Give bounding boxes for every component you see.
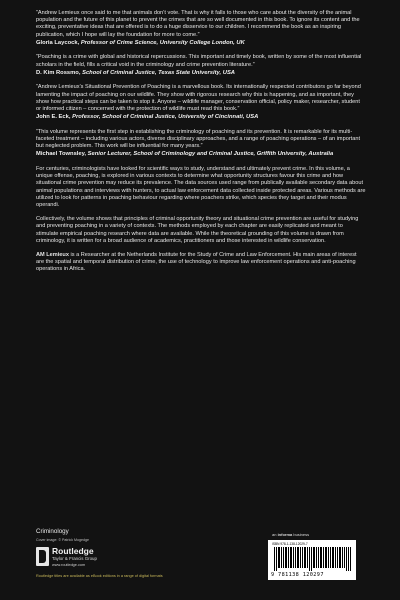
- endorser-role: Professor, School of Criminal Justice, University of Cincinnati, USA: [72, 114, 259, 121]
- endorsement-attribution: [36, 151, 366, 159]
- endorsement-quote: “This volume represents the first step in establishing the criminology of poaching and its prevention. It is remarkable for its multi-faceted treatment – including various actors, diverse disciplinary approaches, and a range of poaching operations – of an important but neglected problem. This work will be influential for many years.”: [36, 128, 361, 150]
- endorser-name: Gloria Laycock,: [36, 39, 80, 46]
- endorsement-quote: “Andrew Lemieux’s Situational Prevention of Poaching is a marvellous book. Its internationally respected contributors go far beyond lamenting the impact of poaching on our wildlife. They show with rigorous research why this is happening, and as important, they show how practical steps can be taken to stop it. Anyone – wildlife manager, conservation official, policy maker, researcher, student or informed citizen – concerned with the protection of wildlife must read this book.”: [36, 84, 361, 113]
- author-bio: [36, 252, 366, 274]
- cover-image-credit: Cover image: © Patrick Mogedge: [36, 538, 89, 542]
- routledge-logo-icon: [36, 547, 49, 566]
- back-cover-text: [36, 10, 366, 281]
- endorsement-1: [36, 10, 366, 47]
- ebook-note: Routledge titles are available as eBook editions in a range of digital formats: [36, 574, 163, 578]
- author-bio-text: is a Researcher at the Netherlands Institute for the Study of Crime and Law Enforcement. His main areas of interest are the spatial and temporal distribution of crime, the use of technology to improve law enforcement operations and anti-poaching operations in Africa.: [36, 252, 357, 273]
- endorser-name: John E. Eck,: [36, 114, 71, 121]
- publisher-logo: [36, 546, 156, 570]
- endorsement-quote: “Poaching is a crime with global and historical repercussions. This important and timely book, written by some of the most influential scholars in the field, fills a critical void in the criminology and crime prevention literature.”: [36, 54, 362, 68]
- description-paragraph-1: For centuries, criminologists have looked for scientific ways to study, understand and ultimately prevent crime. In this volume, a unique offense, poaching, is explored in various contexts to determine what opportunity structures favour this crime and how situational crime prevention may reduce its prevalence. The data sources used range from publically available secondary data about animal populations and interviews with hunters, to actual law enforcement data collected inside protected areas. Various methods are utilized to look for patterns in poaching behaviour regarding where poachers strike, which species they target and their modus operandi.: [36, 166, 366, 209]
- endorsement-attribution: [36, 114, 366, 122]
- endorser-name: Michael Townsley,: [36, 151, 87, 158]
- endorser-name: D. Kim Rossmo,: [36, 69, 81, 76]
- description-paragraph-2: Collectively, the volume shows that principles of criminal opportunity theory and situational crime prevention are useful for studying and preventing poaching in a variety of contexts. The methods employed by each chapter are easily replicated and meant to stimulate empirical poaching research where data are available. While the theoretical grounding of this volume is drawn from criminology, it is written for a broad audience of academics, practitioners and those interested in wildlife conservation.: [36, 216, 359, 244]
- back-cover-footer: [36, 528, 366, 588]
- barcode-icon: [274, 547, 352, 571]
- isbn-label: ISBN 978-1-138-12029-7: [272, 542, 308, 546]
- author-name: AM Lemieux: [36, 252, 69, 259]
- endorsement-quote: “Andrew Lemieux once said to me that animals don’t vote. That is why it falls to those who care about the diversity of the animal population and the future of this planet to prevent the crimes that are so well documented in this book. To ignore its content and the exciting, preventative ideas that are offered is to do a huge disservice to our children. I recommend the book as an inspiring publication, which I hope will lay the foundation for more to come.”: [36, 10, 360, 38]
- endorser-role: Professor of Crime Science, University College London, UK: [80, 39, 245, 46]
- publisher-name: Routledge: [52, 546, 94, 556]
- endorser-role: Senior Lecturer, School of Criminology and Criminal Justice, Griffith University, Australia: [87, 151, 334, 158]
- endorser-role: School of Criminal Justice, Texas State University, USA: [82, 69, 235, 76]
- barcode-number: 9 781138 120297: [271, 572, 324, 578]
- series-label: Criminology: [36, 528, 69, 535]
- informa-business-label: an informa business: [272, 532, 310, 537]
- informa-brand: informa: [277, 532, 293, 537]
- endorsement-attribution: [36, 70, 366, 78]
- isbn-barcode: [268, 540, 356, 580]
- publisher-group: Taylor & Francis Group: [52, 556, 97, 561]
- endorsement-3: [36, 84, 366, 121]
- endorsement-4: [36, 129, 366, 159]
- publisher-website: www.routledge.com: [52, 563, 86, 567]
- endorsement-attribution: [36, 40, 366, 48]
- endorsement-2: [36, 54, 366, 77]
